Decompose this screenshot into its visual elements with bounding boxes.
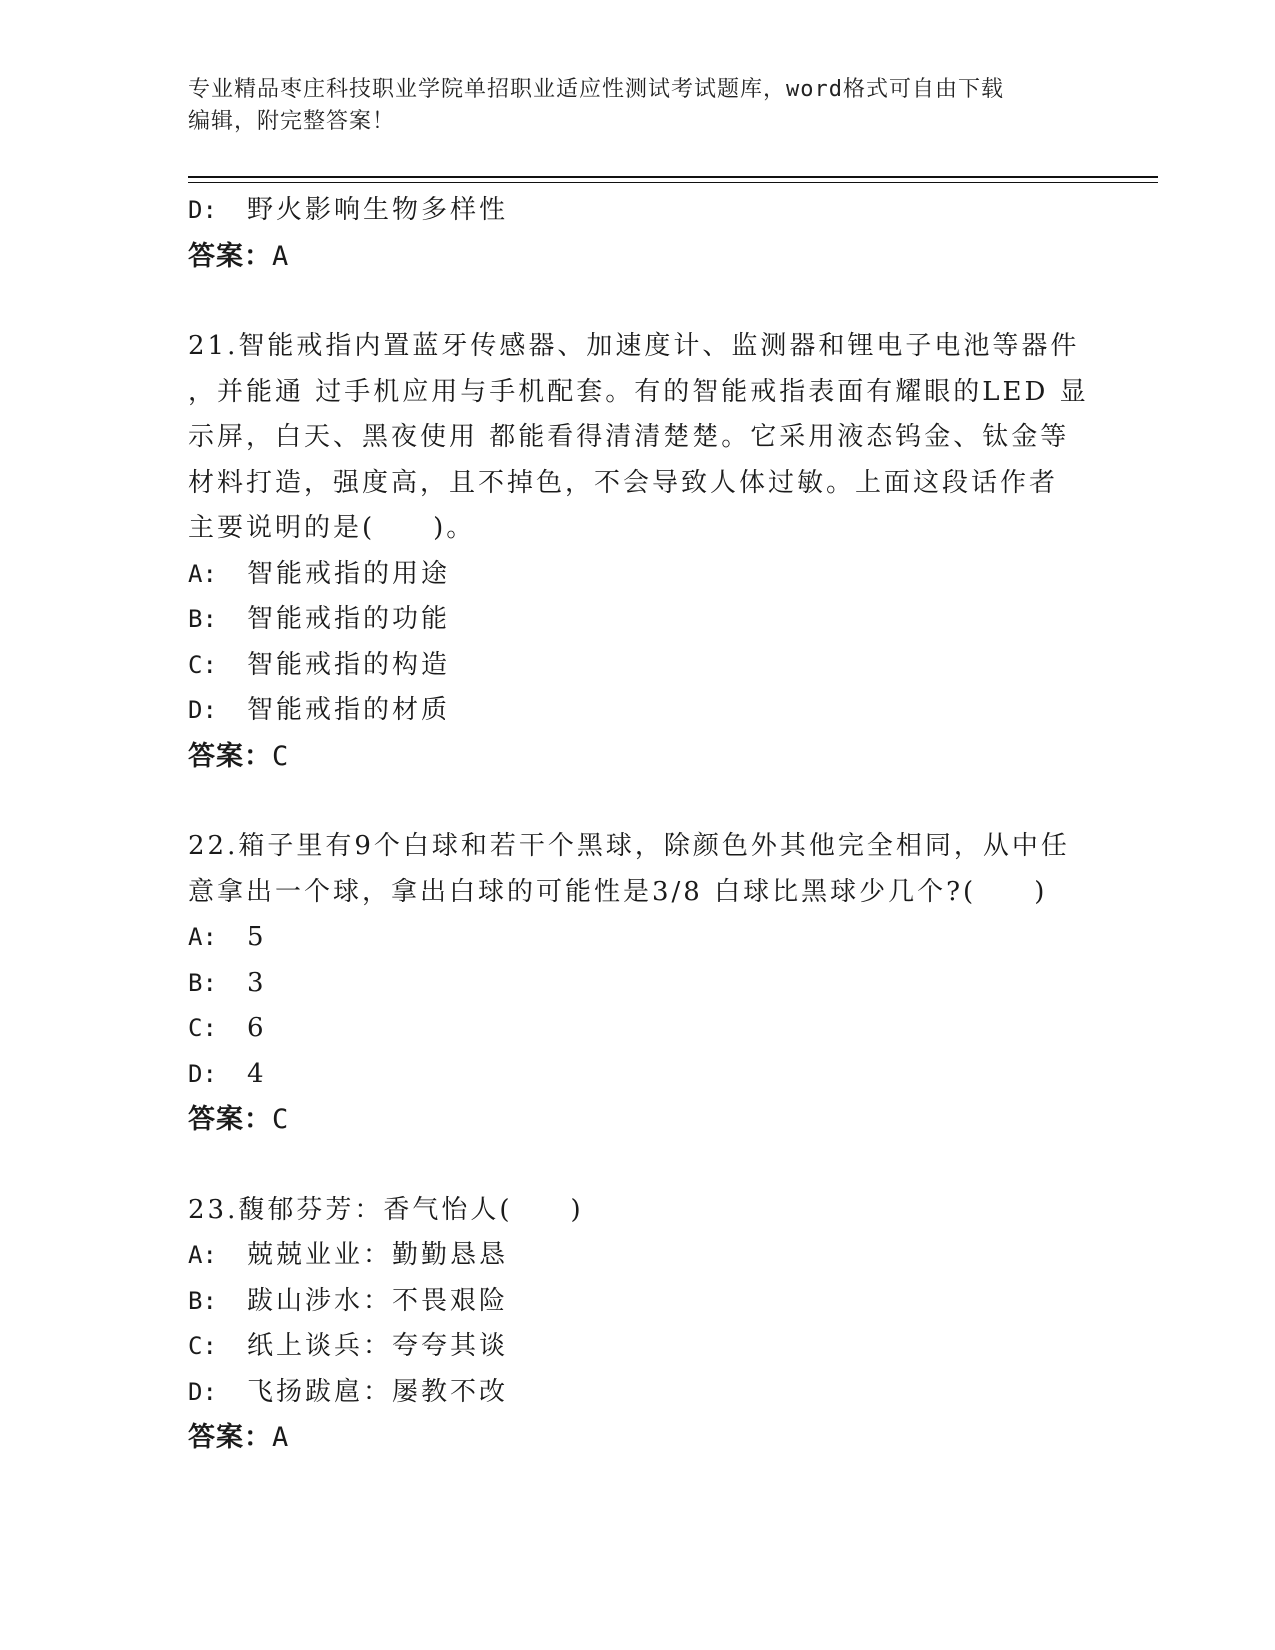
option-letter: D:: [188, 1059, 217, 1088]
question-text-line: 22.箱子里有9个白球和若干个黑球，除颜色外其他完全相同，从中任: [188, 831, 1070, 861]
spacer: [188, 1143, 1088, 1188]
question-text-line: 意拿出一个球，拿出白球的可能性是3/8 白球比黑球少几个?( ): [188, 876, 1048, 907]
option-a: [188, 1233, 1088, 1279]
question-21: [188, 324, 1088, 779]
option-letter: D:: [188, 696, 217, 724]
option-letter: B:: [188, 1286, 217, 1315]
answer-value: C: [272, 740, 290, 772]
spacer: [188, 779, 1088, 824]
answer-value: A: [272, 1422, 290, 1453]
option-letter: A:: [188, 1241, 217, 1269]
document-header: [188, 74, 1088, 138]
option-letter: C:: [188, 1014, 217, 1042]
option-d: [188, 688, 1088, 734]
option-letter: D:: [188, 1377, 217, 1406]
option-letter: B:: [188, 968, 217, 997]
answer-value: A: [272, 240, 290, 272]
option-text: 飞扬跋扈：屡教不改: [247, 1376, 509, 1407]
option-c: [188, 643, 1088, 689]
option-text: 智能戒指的构造: [247, 649, 451, 680]
answer-label: 答案：: [188, 1422, 272, 1453]
option-text: 4: [247, 1058, 267, 1089]
option-letter: C:: [188, 1332, 217, 1360]
option-a: [188, 915, 1088, 961]
question-text-line: ，并能通 过手机应用与手机配套。有的智能戒指表面有耀眼的LED 显: [188, 376, 1089, 407]
option-text: 智能戒指的材质: [247, 695, 451, 725]
header-line-2: 编辑，附完整答案！: [188, 109, 396, 134]
option-b: [188, 1279, 1088, 1325]
option-a: [188, 552, 1088, 598]
option-text: 5: [247, 922, 267, 952]
question-22: [188, 824, 1088, 1143]
document-body: [188, 188, 1088, 1461]
option-text: 野火影响生物多样性: [247, 195, 509, 225]
option-c: [188, 1324, 1088, 1370]
question-23: [188, 1188, 1088, 1461]
answer: [188, 734, 1088, 780]
spacer: [188, 279, 1088, 324]
answer-label: 答案：: [188, 1104, 272, 1135]
answer-label: 答案：: [188, 740, 272, 772]
option-text: 纸上谈兵：夸夸其谈: [247, 1331, 509, 1361]
option-text: 智能戒指的功能: [247, 604, 451, 634]
option-text: 3: [247, 967, 267, 998]
question-text-line: 23.馥郁芬芳：香气怡人( ): [188, 1194, 584, 1225]
option-letter: A:: [188, 559, 217, 588]
prev-answer: [188, 234, 1088, 280]
header-rule-thick: [188, 176, 1158, 178]
prev-option-d: [188, 188, 1088, 234]
option-d: [188, 1052, 1088, 1098]
option-text: 6: [247, 1013, 267, 1043]
answer-label: 答案：: [188, 240, 272, 272]
question-text-line: 材料打造，强度高，且不掉色，不会导致人体过敏。上面这段话作者: [188, 467, 1059, 498]
option-letter: A:: [188, 923, 217, 951]
answer: [188, 1415, 1088, 1461]
option-text: 智能戒指的用途: [247, 558, 451, 589]
answer: [188, 1097, 1088, 1143]
option-b: [188, 597, 1088, 643]
option-c: [188, 1006, 1088, 1052]
question-text-line: 主要说明的是( )。: [188, 513, 476, 543]
option-letter: D:: [188, 196, 217, 224]
option-letter: C:: [188, 650, 217, 679]
answer-value: C: [272, 1104, 290, 1135]
question-text-line: 示屏，白天、黑夜使用 都能看得清清楚楚。它采用液态钨金、钛金等: [188, 422, 1070, 452]
option-b: [188, 961, 1088, 1007]
header-line-1: 专业精品枣庄科技职业学院单招职业适应性测试考试题库，word格式可自由下载: [188, 77, 1004, 102]
header-rule-thin: [188, 182, 1158, 183]
question-text-line: 21.智能戒指内置蓝牙传感器、加速度计、监测器和锂电子电池等器件: [188, 331, 1080, 361]
option-d: [188, 1370, 1088, 1416]
option-text: 兢兢业业：勤勤恳恳: [247, 1240, 509, 1270]
option-letter: B:: [188, 605, 217, 633]
option-text: 跋山涉水：不畏艰险: [247, 1285, 509, 1316]
